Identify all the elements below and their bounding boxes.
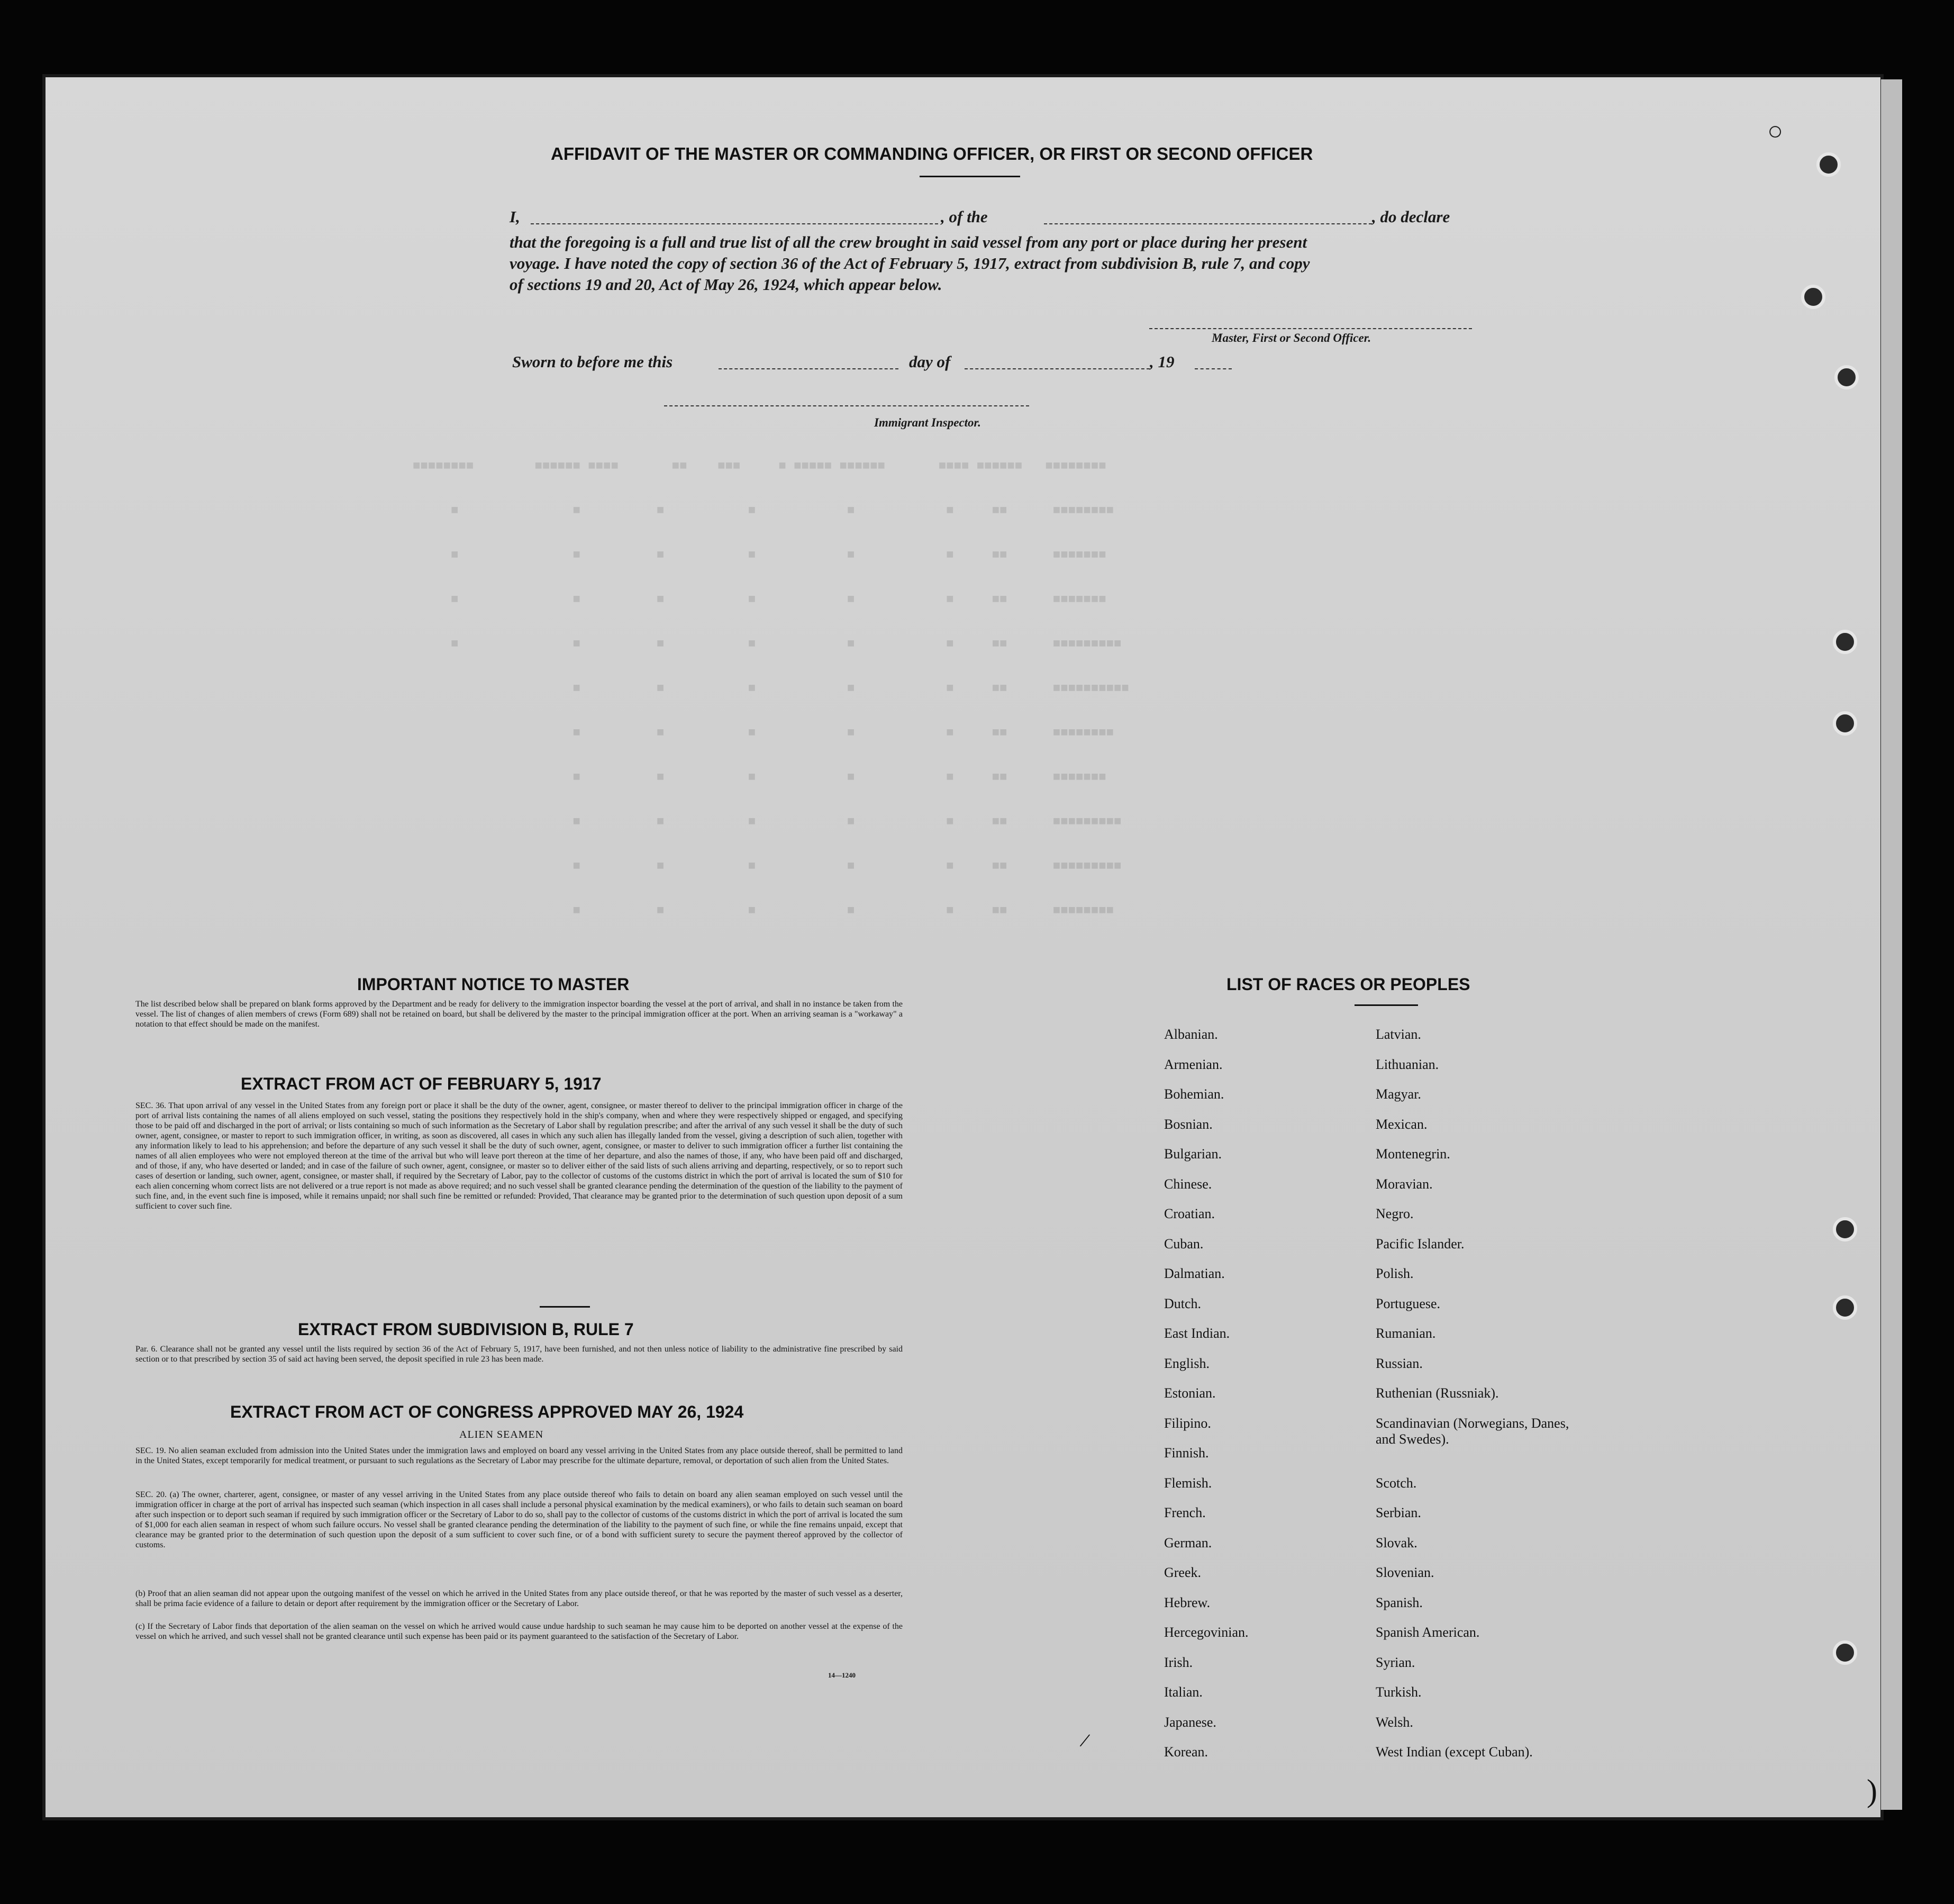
sworn-day-field[interactable]	[719, 368, 898, 369]
race-item: Polish.	[1376, 1266, 1414, 1281]
pen-mark-icon: /	[1078, 1728, 1092, 1753]
race-item: Dalmatian.	[1164, 1266, 1225, 1281]
race-item: Scandinavian (Norwegians, Danes, and Swedes).	[1376, 1415, 1569, 1447]
race-item: Korean.	[1164, 1744, 1208, 1760]
binder-hole-icon	[1833, 711, 1857, 736]
pen-mark-icon: ○	[1767, 116, 1784, 146]
sec20b-text: (b) Proof that an alien seaman did not appear upon the outgoing manifest of the vessel on which he arrived in the United States from any place outside thereof, or that he was reported by the master of such vessel as a deserter, shall be prima facie evidence of a failure to detain or deport after requirement by the immigration officer or the Secretary of Labor.	[135, 1589, 903, 1608]
race-item: Slovak.	[1376, 1535, 1417, 1551]
extract-1924-title: EXTRACT FROM ACT OF CONGRESS APPROVED MAY 26, 1924	[230, 1402, 744, 1421]
race-item: Pacific Islander.	[1376, 1236, 1465, 1252]
race-item: Greek.	[1164, 1565, 1202, 1580]
sworn-prefix: Sworn to before me this	[512, 352, 673, 371]
race-item: Estonian.	[1164, 1385, 1216, 1401]
binder-hole-icon	[1816, 152, 1841, 177]
race-item: Flemish.	[1164, 1475, 1212, 1491]
extract-1917-text: SEC. 36. That upon arrival of any vessel in the United States from any foreign port or place it shall be the duty of the owner, agent, consignee, or master thereof to deliver to the principal immigration officer in charge of the port of arrival lists containing the names of all aliens employed on such vessel, stating the positions they respectively hold in the ship's company, when and where they were respectively shipped or engaged, and specifying those to be paid off and discharged in the port of arrival; or lists containing so much of such information as the Secretary of Labor shall by regulation prescribe; and after the arrival of any such vessel it shall be the duty of such owner, agent, consignee, or master to report to such immigration officer, in writing, as soon as discovered, all cases in which any such alien has illegally landed from the vessel, giving a description of such alien, together with any information likely to lead to his apprehension; and before the departure of any such vessel it shall be the duty of such owner, agent, consignee, or master to deliver to such immigration officer a further list containing the names of all alien employees who were not employed thereon at the time of the arrival but who will leave port thereon at the time of her departure, and also the names of those, if any, who have been paid off and discharged, and of those, if any, who have deserted or landed; and in case of the failure of such owner, agent, consignee, or master so to deliver either of the said lists of such aliens arriving and departing, respectively, or so to report such cases of desertion or landing, such owner, agent, consignee, or master shall, if required by the Secretary of Labor, pay to the collector of customs of the customs district in which the port of arrival is located the sum of $10 for each alien concerning whom correct lists are not delivered or a true report is not made as above required; and no such vessel shall be granted clearance pending the determination of the question of the liability to the payment of such fine, and, in the event such fine is imposed, while it remains unpaid; nor shall such fine be remitted or refunded: Provided, That clearance may be granted prior to the determination of such question upon deposit of a sum sufficient to cover such fine.	[135, 1101, 903, 1211]
race-item: Mexican.	[1376, 1116, 1428, 1132]
inspector-signature-line[interactable]	[664, 405, 1029, 406]
races-title-underline	[1355, 1004, 1418, 1006]
race-item: Armenian.	[1164, 1056, 1223, 1072]
sworn-line	[512, 352, 1253, 371]
race-item: Croatian.	[1164, 1206, 1215, 1221]
inspector-caption: Immigrant Inspector.	[874, 416, 981, 429]
form-number: 14—1240	[828, 1671, 856, 1679]
extract-rule7-text: Par. 6. Clearance shall not be granted any vessel until the lists required by section 36 of the Act of February 5, 1917, have been furnished, and not then unless notice of liability to the administrative fine prescribed by said section or to that prescribed by section 35 of said act having been served, the deposit specified in rule 23 has been made.	[135, 1345, 903, 1364]
extract-1917-title: EXTRACT FROM ACT OF FEBRUARY 5, 1917	[241, 1074, 602, 1093]
affidavit-line-2: that the foregoing is a full and true list of all the crew brought in said vessel from any port or place during her present	[510, 233, 1307, 251]
binder-hole-icon	[1834, 365, 1859, 389]
race-item: Magyar.	[1376, 1086, 1421, 1102]
races-title: LIST OF RACES OR PEOPLES	[1226, 975, 1470, 994]
binder-hole-icon	[1801, 285, 1825, 309]
race-item: Ruthenian (Russniak).	[1376, 1385, 1499, 1401]
sheet-edge	[1881, 79, 1902, 1810]
race-item: Hebrew.	[1164, 1594, 1211, 1610]
race-item: Negro.	[1376, 1206, 1414, 1221]
declarant-name-field[interactable]	[531, 223, 938, 224]
race-item: East Indian.	[1164, 1326, 1230, 1341]
race-item: Bohemian.	[1164, 1086, 1224, 1102]
binder-hole-icon	[1833, 630, 1857, 654]
race-item: Turkish.	[1376, 1684, 1422, 1700]
race-item: Filipino.	[1164, 1415, 1211, 1431]
declare-suffix: , do declare	[1372, 207, 1450, 226]
race-item: Lithuanian.	[1376, 1056, 1439, 1072]
sworn-month-field[interactable]	[965, 368, 1150, 369]
race-item: Cuban.	[1164, 1236, 1204, 1252]
race-item: Spanish American.	[1376, 1625, 1480, 1640]
sec20c-text: (c) If the Secretary of Labor finds that deportation of the alien seaman on the vessel on which he arrived would cause undue hardship to such seaman he may cause him to be deported on another vessel at the expense of the vessel on which he arrived, and such vessel shall not be granted clearance until such expense has been paid or its payment guaranteed to the satisfaction of the Secretary of Labor.	[135, 1622, 903, 1641]
race-item: Rumanian.	[1376, 1326, 1436, 1341]
race-item: Spanish.	[1376, 1594, 1423, 1610]
pen-mark-icon: )	[1867, 1773, 1877, 1808]
declarant-prefix: I,	[510, 207, 520, 226]
race-item: Slovenian.	[1376, 1565, 1434, 1580]
race-item: Russian.	[1376, 1355, 1423, 1371]
race-item: Japanese.	[1164, 1714, 1216, 1730]
race-item: Irish.	[1164, 1654, 1193, 1670]
race-item: Serbian.	[1376, 1505, 1421, 1520]
notice-text: The list described below shall be prepared on blank forms approved by the Department and be ready for delivery to the immigration inspector boarding the vessel at the port of arrival, and shall in no instance be taken from the vessel. The list of changes of alien members of crews (Form 689) shall not be retained on board, but shall be delivered by the master to the principal immigration officer at the port. When an arriving seaman is a "workaway" a notation to that effect should be made on the manifest.	[135, 1000, 903, 1029]
race-item: French.	[1164, 1505, 1206, 1520]
officer-signature-line[interactable]	[1149, 328, 1472, 329]
affidavit-title: AFFIDAVIT OF THE MASTER OR COMMANDING OFFICER, OR FIRST OR SECOND OFFICER	[551, 144, 1313, 164]
affidavit-line-1	[510, 207, 1483, 226]
race-item: Dutch.	[1164, 1295, 1202, 1311]
race-item: German.	[1164, 1535, 1212, 1551]
notice-title: IMPORTANT NOTICE TO MASTER	[357, 975, 630, 994]
extract-rule7-title: EXTRACT FROM SUBDIVISION B, RULE 7	[298, 1320, 634, 1339]
sworn-year-label: , 19	[1150, 352, 1175, 371]
bleed-through-texture: ■■■■■■■■ ■■■■■■ ■■■■ ■■ ■■■ ■ ■■■■■ ■■■■■■ ■■■■ ■■■■■■ ■■■■■■■■ ■ ■ ■ ■ ■ ■ ■■ ■■■■■■■■ ■ ■ ■ ■ ■ ■ ■■ ■■■■■■■ ■ ■ ■ ■ ■ ■ ■■ ■■■■■■■ ■ ■ ■ ■ ■ ■ ■■ ■■■■■■■■■ ■ ■ ■ ■ ■ ■■ ■■■■■■■■■■ ■ ■ ■ ■ ■ ■■ ■■■■■■■■ ■ ■ ■ ■ ■ ■■ ■■■■■■■ ■ ■ ■ ■ ■ ■■ ■■■■■■■■■ ■ ■ ■ ■ ■ ■■ ■■■■■■■■■ ■ ■ ■ ■ ■ ■■ ■■■■■■■■	[413, 459, 1129, 918]
race-item: West Indian (except Cuban).	[1376, 1744, 1533, 1760]
race-item: Bulgarian.	[1164, 1146, 1222, 1162]
binder-hole-icon	[1833, 1640, 1857, 1665]
binder-hole-icon	[1833, 1217, 1857, 1241]
race-item: Scotch.	[1376, 1475, 1417, 1491]
sworn-year-field[interactable]	[1195, 368, 1232, 369]
races-right-column	[1376, 1027, 1608, 1774]
race-item: English.	[1164, 1355, 1210, 1371]
race-item: Chinese.	[1164, 1176, 1212, 1192]
sec20a-text: SEC. 20. (a) The owner, charterer, agent, consignee, or master of any vessel arriving in the United States from any place outside thereof who fails to detain on board any alien seaman employed on such vessel until the immigration officer in charge at the port of arrival has inspected such seaman (which inspection in all cases shall include a personal physical examination by the medical examiners), or who fails to detain such seaman on board after such inspection or to deport such seaman if required by such immigration officer or the Secretary of Labor to do so, shall pay to the collector of customs of the customs district in which the port of arrival is located the sum of $1,000 for each alien seaman in respect of whom such failure occurs. No vessel shall be granted clearance pending the determination of the liability to the payment of such fine, or while the fine remains unpaid, except that clearance may be granted prior to the determination of such question upon the deposit of a sum sufficient to cover such fine, or of a bond with sufficient surety to secure the payment thereof approved by the collector of customs.	[135, 1490, 903, 1549]
vessel-name-field[interactable]	[1044, 223, 1372, 224]
race-item: Albanian.	[1164, 1027, 1218, 1042]
affidavit-line-4: of sections 19 and 20, Act of May 26, 1924, which appear below.	[510, 275, 942, 294]
race-item: Montenegrin.	[1376, 1146, 1450, 1162]
race-item: Italian.	[1164, 1684, 1203, 1700]
vessel-prefix: , of the	[941, 207, 988, 226]
sec19-text: SEC. 19. No alien seaman excluded from admission into the United States under the immigration laws and employed on board any vessel arriving in the United States from any place outside thereof, shall be permitted to land in the United States, except temporarily for medical treatment, or pursuant to such regulations as the Secretary of Labor may prescribe for the ultimate departure, removal, or deportation of such alien from the United States.	[135, 1446, 903, 1465]
race-item: Latvian.	[1376, 1027, 1421, 1042]
officer-caption: Master, First or Second Officer.	[1212, 331, 1371, 344]
race-item: Portuguese.	[1376, 1295, 1441, 1311]
alien-seamen-subtitle: ALIEN SEAMEN	[459, 1429, 544, 1440]
race-item: Hercegovinian.	[1164, 1625, 1249, 1640]
race-item: Syrian.	[1376, 1654, 1415, 1670]
race-item: Welsh.	[1376, 1714, 1413, 1730]
race-item: Bosnian.	[1164, 1116, 1213, 1132]
title-underline	[920, 176, 1020, 177]
affidavit-line-3: voyage. I have noted the copy of section 36 of the Act of February 5, 1917, extract from subdivision B, rule 7, and copy	[510, 254, 1310, 273]
sworn-day-label: day of	[909, 352, 951, 371]
section-divider	[540, 1306, 590, 1308]
binder-hole-icon	[1833, 1295, 1857, 1320]
race-item: Moravian.	[1376, 1176, 1433, 1192]
race-item: Finnish.	[1164, 1445, 1209, 1461]
races-left-column	[1164, 1027, 1249, 1774]
